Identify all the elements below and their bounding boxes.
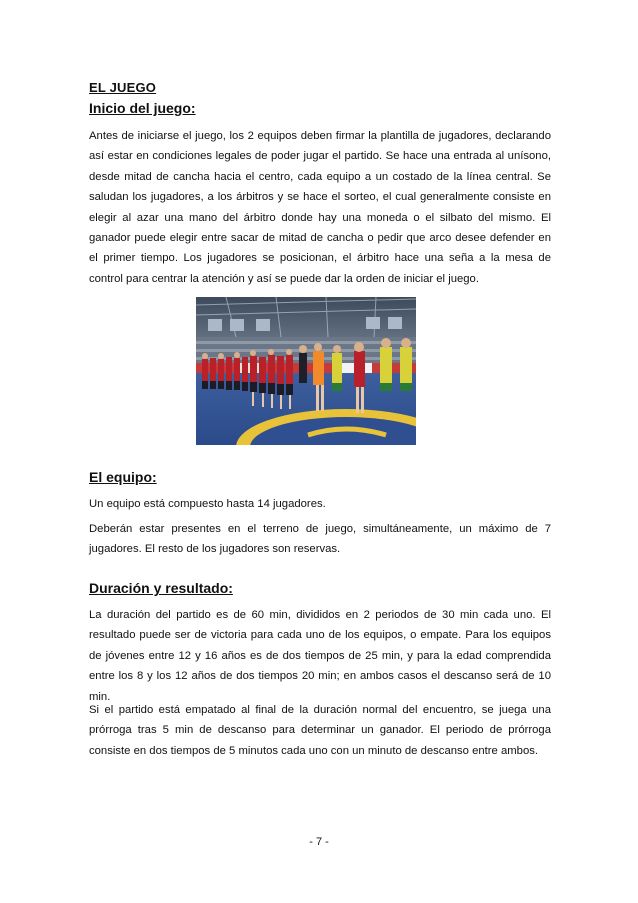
section-title-duracion: Duración y resultado: [89,580,233,596]
page-number: - 7 - [309,836,329,848]
paragraph-inicio: Antes de iniciarse el juego, los 2 equipos deben firmar la plantilla de jugadores, declarando así estar en condiciones legales de poder jugar el partido. Se hace una entrada al unísono, desde mitad de cancha hacia el centro, cada equipo a un costado de la línea central. Se saludan los jugadores, a los árbitros y se hace el sorteo, el cual generalmente consiste en elegir al azar una mano del árbitro donde hay una moneda o el silbato del mismo. El ganador puede elegir entre sacar de mitad de cancha o pedir que arco desee defender en el primer tiempo. Los jugadores se posicionan, el árbitro hace una seña a la mesa de control para centrar la atención y así se puede dar la orden de iniciar el juego. [89,130,551,285]
photo-illustration [196,297,416,445]
paragraph-duracion-1: La duración del partido es de 60 min, divididos en 2 periodos de 30 min cada uno. El resultado puede ser de victoria para cada uno de los equipos, o empate. Para los equipos de jóvenes entre 12 y 16 años es de dos tiempos de 25 min, y para la edad comprendida entre los 8 y los 12 años de dos tiempos 20 min; en ambos casos el descanso será de 10 min. [89,609,551,703]
section-title-inicio: Inicio del juego: [89,100,196,116]
handball-teams-photo [196,297,416,445]
main-title: EL JUEGO [89,80,157,95]
paragraph-duracion-2: Si el partido está empatado al final de la duración normal del encuentro, se juega una prórroga tras 5 min de descanso para determinar un ganador. El periodo de prórroga consiste en dos tiempos de 5 minutos cada uno con un minuto de descanso entre ambos. [89,704,551,757]
section-title-equipo: El equipo: [89,469,157,485]
paragraph-equipo-1: Un equipo está compuesto hasta 14 jugadores. [89,498,326,510]
paragraph-equipo-2: Deberán estar presentes en el terreno de juego, simultáneamente, un máximo de 7 jugadores. El resto de los jugadores son reservas. [89,523,551,556]
